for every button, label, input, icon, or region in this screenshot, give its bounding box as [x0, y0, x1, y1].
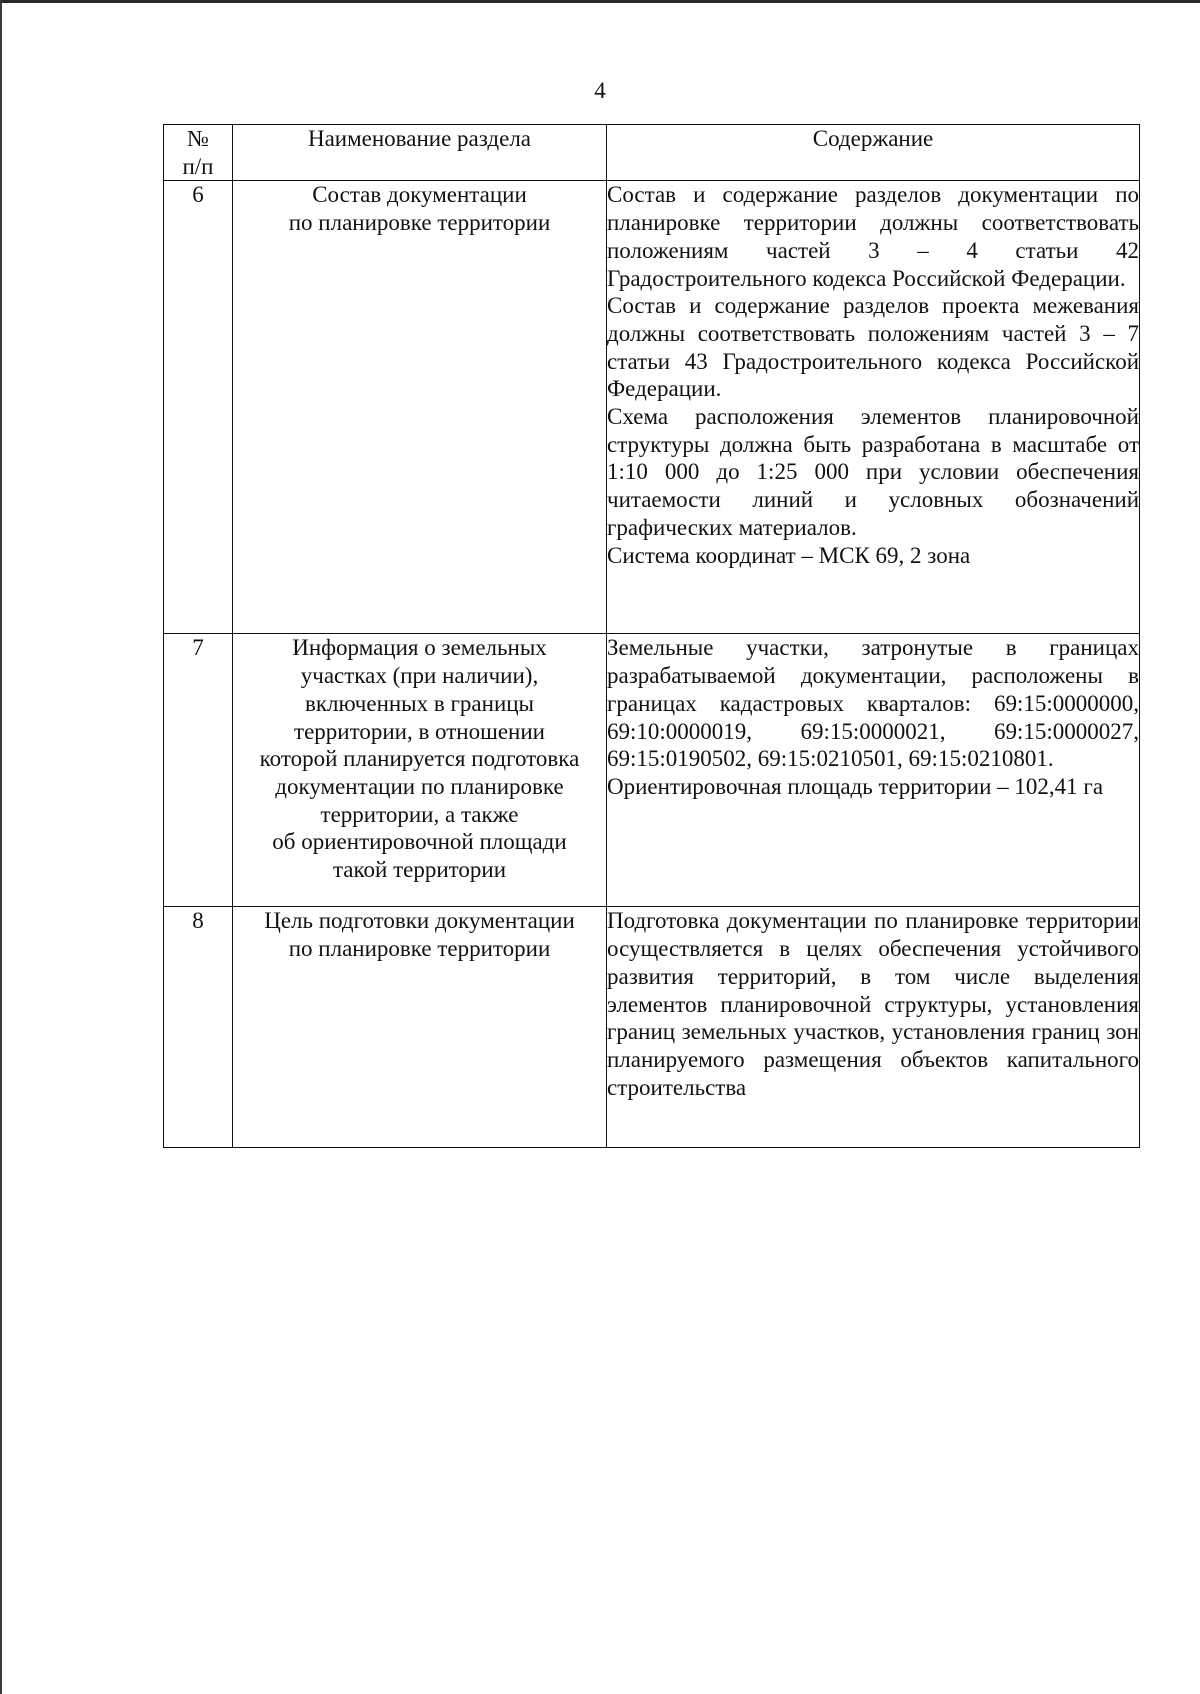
- section-name-line: Состав документации: [312, 182, 527, 208]
- section-name-line: территории, в отношении: [294, 718, 545, 744]
- content-paragraph: Состав и содержание разделов проекта межевания должны соответствовать положениям частей 3 – 7 статьи 43 Градостроительного кодекса Российской Федерации.: [607, 293, 1139, 402]
- section-name-line: территории, а также: [320, 801, 519, 827]
- content-paragraph: Схема расположения элементов планировочной структуры должна быть разработана в масштабе от 1:10 000 до 1:25 000 при условии обеспечения читаемости линий и условных обозначений графических материалов.: [607, 404, 1139, 540]
- section-name-line: такой территории: [332, 857, 507, 883]
- section-content: [607, 907, 1140, 1148]
- page-number: 4: [594, 78, 606, 103]
- sections-table: [163, 124, 1140, 1148]
- section-name: [233, 634, 607, 907]
- table-row: [164, 181, 1140, 634]
- header-number-abbrev: п/п: [182, 153, 214, 179]
- header-content: Содержание: [607, 125, 1140, 181]
- table-header-row: [164, 125, 1140, 181]
- table-row: [164, 634, 1140, 907]
- section-name-line: по планировке территории: [288, 210, 551, 236]
- section-name-line: участках (при наличии),: [300, 663, 539, 689]
- row-number: 8: [164, 907, 233, 1148]
- section-name: [233, 181, 607, 634]
- section-name-line: об ориентировочной площади: [272, 829, 567, 855]
- page-edge-top: [0, 0, 1200, 3]
- content-paragraph: Ориентировочная площадь территории – 102,41 га: [607, 773, 1104, 799]
- section-content: [607, 181, 1140, 634]
- content-paragraph: Подготовка документации по планировке территории осуществляется в целях обеспечения устойчивого развития территорий, в том числе выделения элементов планировочной структуры, установления границ земельных участков, установления границ зон планируемого размещения объектов капитального строительства: [607, 908, 1139, 1100]
- row-number: 6: [164, 181, 233, 634]
- section-name-line: Цель подготовки документации: [264, 908, 575, 934]
- section-content: [607, 634, 1140, 907]
- header-number-sign: №: [187, 126, 209, 151]
- table-row: [164, 907, 1140, 1148]
- section-name-line: которой планируется подготовка: [259, 746, 580, 772]
- section-name-line: включенных в границы: [304, 690, 535, 716]
- content-paragraph: Земельные участки, затронутые в границах разрабатываемой документации, расположены в границах кадастровых кварталов: 69:15:0000000, 69:10:0000019, 69:15:0000021, 69:15:0000027, 69:15:0190502, 69:15:0210501, 69:15:0210801.: [607, 635, 1139, 772]
- section-name-line: документации по планировке: [275, 773, 564, 799]
- row-number: 7: [164, 634, 233, 907]
- header-number: [164, 125, 233, 181]
- header-section-name: Наименование раздела: [233, 125, 607, 181]
- section-name-line: Информация о земельных: [292, 635, 547, 661]
- section-name: [233, 907, 607, 1148]
- content-paragraph: Состав и содержание разделов документации по планировке территории должны соответствовать положениям частей 3 – 4 статьи 42 Градостроительного кодекса Российской Федерации.: [607, 182, 1139, 291]
- section-name-line: по планировке территории: [288, 936, 551, 962]
- content-paragraph: Система координат – МСК 69, 2 зона: [607, 542, 971, 568]
- page-edge-left: [0, 0, 2, 1694]
